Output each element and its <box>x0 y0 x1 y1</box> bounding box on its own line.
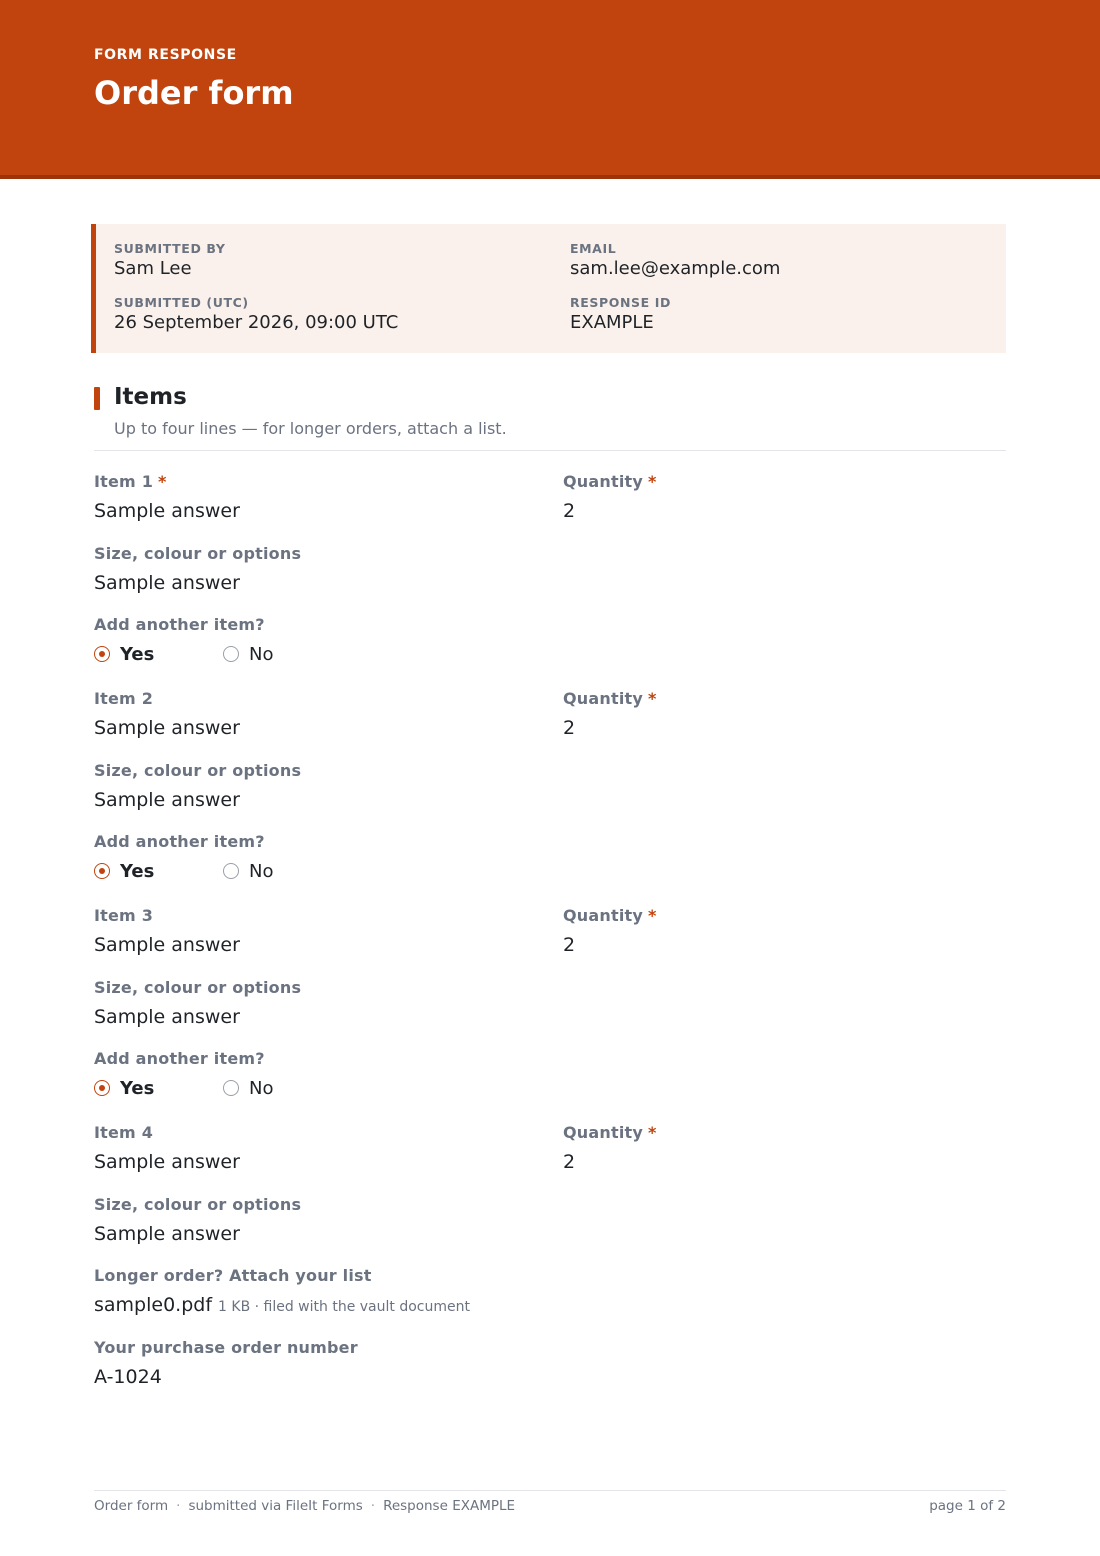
radio-group <box>94 1076 352 1100</box>
attachment-filename[interactable]: sample0.pdf <box>94 1294 213 1316</box>
footer-via: submitted via FileIt Forms <box>188 1498 363 1514</box>
footer-separator: · <box>176 1498 181 1514</box>
header-eyebrow: FORM RESPONSE <box>94 47 237 63</box>
field-value: Sample answer <box>94 789 240 811</box>
section-subtitle: Up to four lines — for longer orders, attach a list. <box>114 419 507 438</box>
field-attachment <box>94 1266 470 1319</box>
field-value: Sample answer <box>94 500 240 522</box>
field-value: A-1024 <box>94 1366 162 1388</box>
field-label-text: Item 4 <box>94 1123 154 1142</box>
field-value: 2 <box>563 500 576 522</box>
field-label-text: Quantity <box>563 906 643 925</box>
radio-yes[interactable] <box>94 861 223 882</box>
radio-label: No <box>249 643 274 665</box>
submission-meta <box>91 224 1006 353</box>
field-label-text: Item 2 <box>94 689 154 708</box>
field-quantity-2 <box>563 689 657 740</box>
field-add-another-1 <box>94 615 352 666</box>
radio-no[interactable] <box>223 644 352 665</box>
field-item-3 <box>94 906 240 957</box>
radio-checked-icon <box>94 646 110 662</box>
radio-label: Yes <box>120 1077 155 1099</box>
field-label <box>563 1123 657 1143</box>
field-label <box>94 689 240 709</box>
field-add-another-2 <box>94 832 352 883</box>
field-value: 2 <box>563 717 576 739</box>
radio-no[interactable] <box>223 1078 352 1099</box>
field-add-another-3 <box>94 1049 352 1100</box>
field-options-1 <box>94 544 301 595</box>
field-label-text: Quantity <box>563 472 643 491</box>
radio-unchecked-icon <box>223 646 239 662</box>
meta-label: RESPONSE ID <box>570 295 671 310</box>
field-label: Add another item? <box>94 1049 265 1068</box>
page-number: page 1 of 2 <box>929 1498 1006 1514</box>
meta-label: SUBMITTED BY <box>114 241 226 256</box>
field-quantity-3 <box>563 906 657 957</box>
radio-label: No <box>249 860 274 882</box>
field-value: Sample answer <box>94 572 240 594</box>
radio-label: No <box>249 1077 274 1099</box>
field-value: Sample answer <box>94 1223 240 1245</box>
meta-response-id <box>570 295 671 334</box>
field-value: 2 <box>563 934 576 956</box>
required-marker: * <box>648 1123 657 1142</box>
field-value: Sample answer <box>94 934 240 956</box>
field-po-number <box>94 1338 358 1389</box>
field-quantity-1 <box>563 472 657 523</box>
field-label-text: Item 3 <box>94 906 154 925</box>
radio-yes[interactable] <box>94 644 223 665</box>
field-label <box>94 906 240 926</box>
field-label <box>94 1123 240 1143</box>
footer-divider <box>94 1490 1006 1491</box>
radio-unchecked-icon <box>223 863 239 879</box>
field-label <box>563 472 657 492</box>
radio-label: Yes <box>120 643 155 665</box>
attachment-details: 1 KB · filed with the vault document <box>218 1299 470 1315</box>
footer-response: Response EXAMPLE <box>383 1498 516 1514</box>
footer-separator: · <box>370 1498 376 1514</box>
radio-checked-icon <box>94 863 110 879</box>
field-value: 2 <box>563 1151 576 1173</box>
field-options-4 <box>94 1195 301 1246</box>
field-value: Sample answer <box>94 1006 240 1028</box>
required-marker: * <box>648 472 657 491</box>
field-label: Size, colour or options <box>94 761 302 780</box>
radio-unchecked-icon <box>223 1080 239 1096</box>
section-title: Items <box>114 384 187 410</box>
field-value: Sample answer <box>94 717 240 739</box>
section-accent-bar <box>94 387 100 410</box>
field-label-text: Quantity <box>563 689 643 708</box>
field-options-3 <box>94 978 301 1029</box>
required-marker: * <box>158 472 167 491</box>
attachment-row <box>94 1293 470 1319</box>
field-label: Your purchase order number <box>94 1338 358 1357</box>
meta-label: EMAIL <box>570 241 617 256</box>
field-item-2 <box>94 689 240 740</box>
radio-checked-icon <box>94 1080 110 1096</box>
meta-submitted-utc <box>114 295 398 334</box>
meta-submitted-by <box>114 241 225 280</box>
field-label: Size, colour or options <box>94 1195 302 1214</box>
field-label <box>563 906 657 926</box>
radio-label: Yes <box>120 860 155 882</box>
meta-value: 26 September 2026, 09:00 UTC <box>114 312 399 333</box>
field-label: Size, colour or options <box>94 978 302 997</box>
meta-label: SUBMITTED (UTC) <box>114 295 249 310</box>
field-label <box>94 472 240 492</box>
field-quantity-4 <box>563 1123 657 1174</box>
field-options-2 <box>94 761 301 812</box>
field-label: Add another item? <box>94 615 265 634</box>
section-divider <box>94 450 1006 451</box>
field-label: Longer order? Attach your list <box>94 1266 372 1285</box>
radio-group <box>94 859 352 883</box>
radio-yes[interactable] <box>94 1078 223 1099</box>
field-label: Size, colour or options <box>94 544 302 563</box>
radio-no[interactable] <box>223 861 352 882</box>
footer-form-name: Order form <box>94 1498 169 1514</box>
meta-value: EXAMPLE <box>570 312 654 333</box>
field-label: Add another item? <box>94 832 265 851</box>
footer-info <box>94 1498 515 1514</box>
field-label-text: Item 1 <box>94 472 154 491</box>
header-banner <box>0 0 1100 179</box>
meta-value: Sam Lee <box>114 258 192 279</box>
field-label <box>563 689 657 709</box>
required-marker: * <box>648 906 657 925</box>
meta-value: sam.lee@example.com <box>570 258 781 279</box>
field-label-text: Quantity <box>563 1123 643 1142</box>
radio-group <box>94 642 352 666</box>
field-item-4 <box>94 1123 240 1174</box>
field-item-1 <box>94 472 240 523</box>
meta-email <box>570 241 780 280</box>
field-value: Sample answer <box>94 1151 240 1173</box>
required-marker: * <box>648 689 657 708</box>
page-title: Order form <box>94 74 294 112</box>
